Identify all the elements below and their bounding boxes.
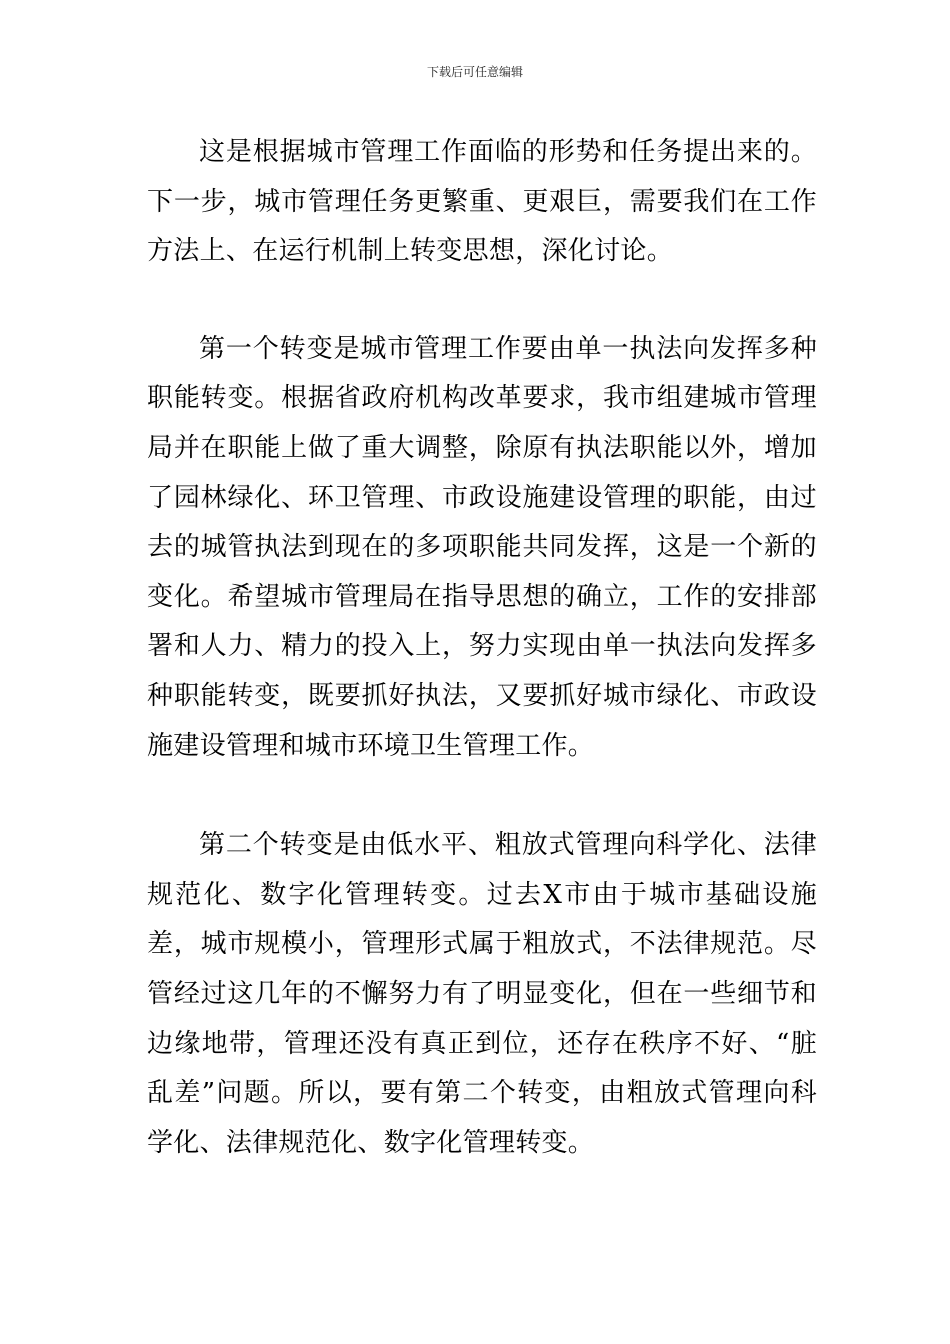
paragraph-1: 这是根据城市管理工作面临的形势和任务提出来的。下一步，城市管理任务更繁重、更艰巨，需要我们在工作方法上、在运行机制上转变思想，深化讨论。	[147, 137, 817, 267]
document-body	[147, 128, 817, 1168]
page-header: 下载后可任意编辑	[426, 65, 523, 79]
paragraph-3: 第二个转变是由低水平、粗放式管理向科学化、法律规范化、数字化管理转变。过去X市由于城市基础设施差，城市规模小，管理形式属于粗放式，不法律规范。尽管经过这几年的不懈努力有了明显变化，但在一些细节和边缘地带，管理还没有真正到位，还存在秩序不好、“脏乱差”问题。所以，要有第二个转变，由粗放式管理向科学化、法律规范化、数字化管理转变。	[147, 830, 817, 1158]
paragraph-2: 第一个转变是城市管理工作要由单一执法向发挥多种职能转变。根据省政府机构改革要求，我市组建城市管理局并在职能上做了重大调整，除原有执法职能以外，增加了园林绿化、环卫管理、市政设施建设管理的职能，由过去的城管执法到现在的多项职能共同发挥，这是一个新的变化。希望城市管理局在指导思想的确立，工作的安排部署和人力、精力的投入上，努力实现由单一执法向发挥多种职能转变，既要抓好执法，又要抓好城市绿化、市政设施建设管理和城市环境卫生管理工作。	[147, 333, 817, 761]
